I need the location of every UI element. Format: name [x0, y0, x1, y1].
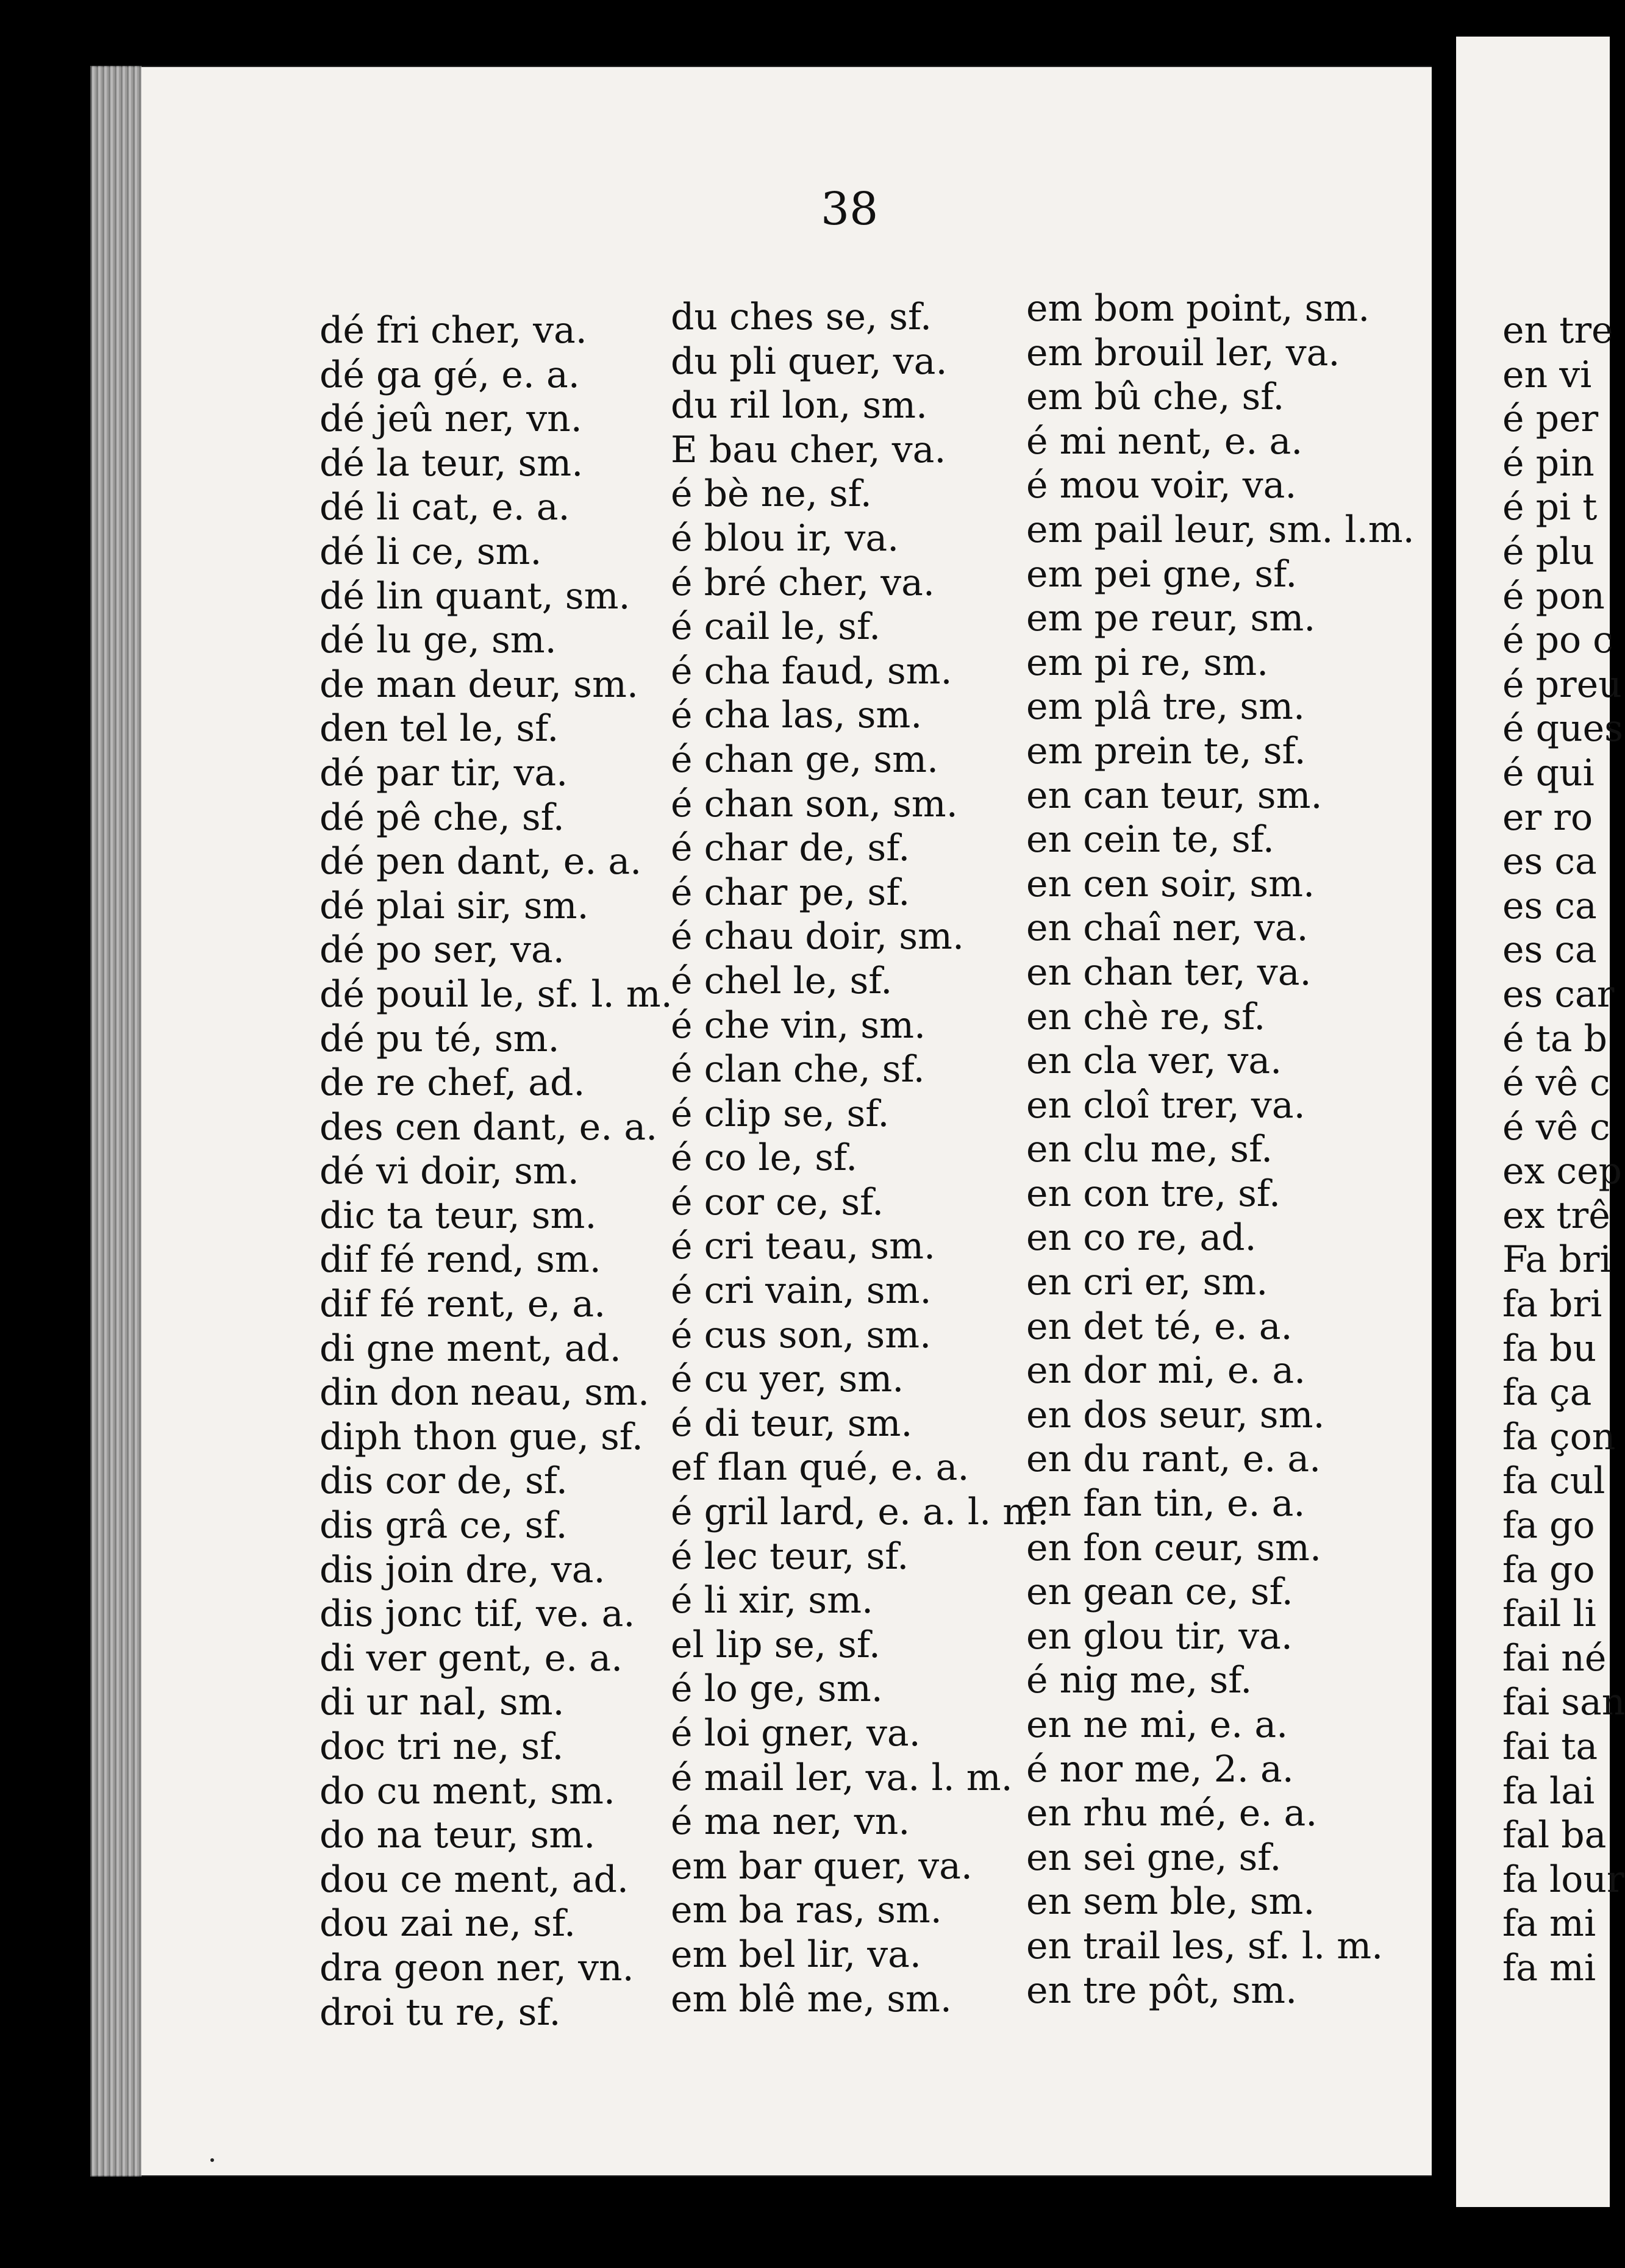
dictionary-entry: do na teur, sm.	[320, 1814, 596, 1857]
dictionary-entry: fa cul	[1502, 1460, 1605, 1503]
dictionary-entry: é cor ce, sf.	[671, 1180, 884, 1224]
page-gutter-edge	[90, 66, 141, 2177]
book-spine-gap	[1432, 37, 1456, 2207]
dictionary-entry: em bel lir, va.	[671, 1933, 922, 1976]
dictionary-entry: fa lour	[1502, 1858, 1624, 1901]
dictionary-entry: di ur nal, sm.	[320, 1681, 565, 1724]
dictionary-entry: é mou voir, va.	[1026, 464, 1297, 507]
dictionary-entry: é clip se, sf.	[671, 1092, 890, 1135]
dictionary-entry: em pi re, sm.	[1026, 641, 1269, 684]
dictionary-entry: en chè re, sf.	[1026, 995, 1266, 1038]
dictionary-entry: ex trê	[1502, 1194, 1610, 1237]
dictionary-entry: en rhu mé, e. a.	[1026, 1792, 1318, 1835]
dictionary-entry: é chel le, sf.	[671, 959, 893, 1002]
dictionary-entry: dé plai sir, sm.	[320, 884, 589, 927]
dictionary-entry: en fon ceur, sm.	[1026, 1526, 1322, 1569]
dictionary-entry: ex cep	[1502, 1150, 1622, 1193]
dictionary-entry: em pail leur, sm. l.m.	[1026, 508, 1415, 551]
dictionary-entry: fai né	[1502, 1636, 1607, 1680]
dictionary-entry: é per	[1502, 398, 1599, 441]
dictionary-entry: en dos seur, sm.	[1026, 1393, 1325, 1436]
dictionary-entry: em prein te, sf.	[1026, 729, 1306, 772]
dictionary-entry: du ril lon, sm.	[671, 384, 928, 427]
dictionary-entry: em plâ tre, sm.	[1026, 685, 1305, 729]
dictionary-entry: em blê me, sm.	[671, 1977, 952, 2020]
dictionary-entry: fal ba	[1502, 1814, 1607, 1857]
dictionary-entry: dé par tir, va.	[320, 751, 568, 794]
dictionary-entry: en glou tir, va.	[1026, 1614, 1293, 1658]
word-column-facing-page	[1502, 308, 1625, 1991]
dictionary-entry: é cri teau, sm.	[671, 1225, 936, 1268]
dictionary-entry: dé pu té, sm.	[320, 1017, 560, 1060]
dictionary-entry: é blou ir, va.	[671, 516, 899, 560]
dictionary-entry: fa go	[1502, 1548, 1595, 1591]
dictionary-entry: é chan ge, sm.	[671, 738, 939, 781]
dictionary-entry: en chan ter, va.	[1026, 950, 1312, 994]
dictionary-entry: é cu yer, sm.	[671, 1358, 904, 1401]
dictionary-entry: em pei gne, sf.	[1026, 552, 1298, 596]
dictionary-entry: é loi gner, va.	[671, 1712, 921, 1755]
dictionary-entry: en cein te, sf.	[1026, 818, 1274, 861]
dictionary-entry: den tel le, sf.	[320, 707, 559, 751]
dictionary-entry: dé vi doir, sm.	[320, 1150, 579, 1193]
dictionary-entry: en clu me, sf.	[1026, 1128, 1273, 1171]
print-speck	[210, 2158, 214, 2162]
dictionary-entry: en con tre, sf.	[1026, 1172, 1281, 1215]
dictionary-entry: en can teur, sm.	[1026, 774, 1323, 817]
dictionary-entry: en fan tin, e. a.	[1026, 1482, 1305, 1525]
dictionary-entry: dé fri cher, va.	[320, 309, 587, 352]
dictionary-entry: em ba ras, sm.	[671, 1889, 942, 1932]
dictionary-entry: dic ta teur, sm.	[320, 1194, 597, 1237]
dictionary-entry: dé pen dant, e. a.	[320, 840, 642, 883]
dictionary-entry: é clan che, sf.	[671, 1048, 925, 1091]
dictionary-entry: en gean ce, sf.	[1026, 1571, 1293, 1614]
dictionary-entry: es car	[1502, 972, 1615, 1016]
dictionary-entry: ef flan qué, e. a.	[671, 1446, 970, 1489]
dictionary-entry: dé lu ge, sm.	[320, 619, 557, 662]
dictionary-entry: dou zai ne, sf.	[320, 1902, 576, 1945]
dictionary-entry: dé pouil le, sf. l. m.	[320, 972, 673, 1016]
dictionary-entry: é cri vain, sm.	[671, 1269, 932, 1313]
dictionary-entry: dif fé rent, e, a.	[320, 1283, 606, 1326]
dictionary-entry: fa çon	[1502, 1415, 1616, 1458]
dictionary-entry: en ne mi, e. a.	[1026, 1703, 1288, 1746]
dictionary-entry: fai ta	[1502, 1725, 1598, 1768]
dictionary-entry: en cloî trer, va.	[1026, 1083, 1305, 1127]
dictionary-entry: dif fé rend, sm.	[320, 1238, 601, 1282]
dictionary-entry: fa go	[1502, 1504, 1595, 1547]
dictionary-entry: é che vin, sm.	[671, 1004, 926, 1047]
dictionary-entry: di gne ment, ad.	[320, 1327, 621, 1370]
dictionary-entry: é lec teur, sf.	[671, 1535, 909, 1578]
dictionary-entry: é ma ner, vn.	[671, 1800, 910, 1844]
dictionary-entry: em bom point, sm.	[1026, 287, 1370, 330]
dictionary-entry: é preu	[1502, 663, 1622, 706]
dictionary-entry: dé pê che, sf.	[320, 796, 565, 839]
dictionary-entry: é lo ge, sm.	[671, 1667, 883, 1711]
dictionary-entry: Fa bri	[1502, 1238, 1612, 1282]
dictionary-entry: é cus son, sm.	[671, 1313, 932, 1357]
dictionary-entry: é gril lard, e. a. l. m.	[671, 1491, 1049, 1534]
dictionary-entry: em pe reur, sm.	[1026, 597, 1316, 640]
dictionary-entry: em bar quer, va.	[671, 1844, 973, 1888]
dictionary-entry: é pi t	[1502, 486, 1598, 529]
dictionary-entry: é cha faud, sm.	[671, 649, 952, 693]
dictionary-entry: de man deur, sm.	[320, 663, 638, 706]
dictionary-entry: é pon	[1502, 574, 1605, 618]
dictionary-entry: em bû che, sf.	[1026, 376, 1285, 419]
dictionary-entry: dis grâ ce, sf.	[320, 1504, 568, 1547]
dictionary-entry: é chau doir, sm.	[671, 915, 965, 958]
dictionary-entry: en tre	[1502, 309, 1613, 352]
dictionary-entry: es ca	[1502, 929, 1597, 972]
dictionary-entry: droi tu re, sf.	[320, 1991, 561, 2034]
dictionary-entry: é po c	[1502, 619, 1613, 662]
dictionary-entry: en cla ver, va.	[1026, 1040, 1282, 1083]
dictionary-entry: é ta b	[1502, 1017, 1607, 1060]
dictionary-entry: el lip se, sf.	[671, 1623, 881, 1666]
dictionary-entry: fa bu	[1502, 1327, 1597, 1370]
dictionary-entry: é nig me, sf.	[1026, 1659, 1252, 1702]
dictionary-entry: é char pe, sf.	[671, 871, 910, 914]
dictionary-entry: fa ça	[1502, 1371, 1592, 1414]
dictionary-entry: en tre pôt, sm.	[1026, 1969, 1298, 2012]
dictionary-entry: dou ce ment, ad.	[320, 1858, 629, 1901]
dictionary-entry: é vê c	[1502, 1061, 1610, 1105]
dictionary-entry: en trail les, sf. l. m.	[1026, 1924, 1384, 1967]
dictionary-entry: é ques	[1502, 707, 1623, 751]
dictionary-entry: é co le, sf.	[671, 1136, 858, 1180]
dictionary-entry: fa mi	[1502, 1902, 1596, 1945]
dictionary-entry: des cen dant, e. a.	[320, 1105, 658, 1149]
dictionary-entry: é nor me, 2. a.	[1026, 1747, 1294, 1791]
dictionary-entry: es ca	[1502, 884, 1597, 927]
dictionary-entry: é char de, sf.	[671, 827, 910, 870]
dictionary-entry: é cail le, sf.	[671, 605, 881, 649]
dictionary-entry: dé po ser, va.	[320, 929, 565, 972]
dictionary-entry: diph thon gue, sf.	[320, 1415, 643, 1458]
dictionary-entry: é plu	[1502, 530, 1595, 573]
dictionary-entry: en dor mi, e. a.	[1026, 1349, 1306, 1393]
dictionary-entry: é mi nent, e. a.	[1026, 419, 1303, 463]
dictionary-entry: dis cor de, sf.	[320, 1460, 568, 1503]
dictionary-entry: en du rant, e. a.	[1026, 1438, 1321, 1481]
word-column-2	[671, 295, 1049, 2021]
dictionary-entry: de re chef, ad.	[320, 1061, 585, 1105]
dictionary-entry: é qui	[1502, 751, 1595, 794]
dictionary-entry: en det té, e. a.	[1026, 1305, 1293, 1348]
dictionary-entry: doc tri ne, sf.	[320, 1725, 564, 1768]
dictionary-entry: es ca	[1502, 840, 1597, 883]
dictionary-entry: é vê c	[1502, 1105, 1610, 1149]
dictionary-entry: é cha las, sm.	[671, 694, 923, 737]
dictionary-entry: E bau cher, va.	[671, 428, 946, 471]
dictionary-entry: dé lin quant, sm.	[320, 574, 630, 618]
dictionary-entry: din don neau, sm.	[320, 1371, 650, 1414]
dictionary-entry: é mail ler, va. l. m.	[671, 1756, 1013, 1799]
dictionary-entry: en sei gne, sf.	[1026, 1836, 1282, 1879]
dictionary-entry: en co re, ad.	[1026, 1216, 1257, 1260]
dictionary-entry: en sem ble, sm.	[1026, 1880, 1315, 1924]
dictionary-entry: dis join dre, va.	[320, 1548, 605, 1591]
dictionary-entry: en cen soir, sm.	[1026, 862, 1315, 905]
dictionary-entry: fa bri	[1502, 1283, 1602, 1326]
dictionary-entry: en vi	[1502, 353, 1592, 396]
dictionary-entry: di ver gent, e. a.	[320, 1636, 623, 1680]
dictionary-entry: fai san	[1502, 1681, 1625, 1724]
dictionary-entry: du ches se, sf.	[671, 296, 932, 338]
dictionary-entry: en chaî ner, va.	[1026, 907, 1309, 950]
dictionary-entry: fa lai	[1502, 1769, 1595, 1813]
dictionary-entry: dra geon ner, vn.	[320, 1946, 634, 1989]
dictionary-entry: dis jonc tif, ve. a.	[320, 1592, 635, 1636]
dictionary-entry: dé jeû ner, vn.	[320, 398, 582, 441]
dictionary-entry: do cu ment, sm.	[320, 1769, 615, 1813]
word-column-3	[1026, 287, 1415, 2013]
dictionary-entry: dé ga gé, e. a.	[320, 353, 580, 396]
dictionary-entry: é li xir, sm.	[671, 1579, 874, 1622]
dictionary-entry: é bè ne, sf.	[671, 472, 872, 516]
dictionary-entry: é chan son, sm.	[671, 782, 958, 826]
dictionary-entry: é di teur, sm.	[671, 1402, 913, 1445]
dictionary-entry: é pin	[1502, 441, 1595, 485]
dictionary-entry: é bré cher, va.	[671, 561, 935, 604]
word-column-1	[320, 308, 673, 2034]
dictionary-entry: du pli quer, va.	[671, 340, 948, 383]
dictionary-entry: fail li	[1502, 1592, 1596, 1636]
dictionary-entry: er ro	[1502, 796, 1593, 839]
page-number: 38	[821, 183, 879, 235]
dictionary-entry: fa mi	[1502, 1946, 1596, 1989]
dictionary-entry: em brouil ler, va.	[1026, 331, 1340, 374]
dictionary-entry: dé li cat, e. a.	[320, 486, 570, 529]
dictionary-entry: dé la teur, sm.	[320, 441, 584, 485]
dictionary-entry: dé li ce, sm.	[320, 530, 542, 573]
dictionary-entry: en cri er, sm.	[1026, 1261, 1268, 1304]
